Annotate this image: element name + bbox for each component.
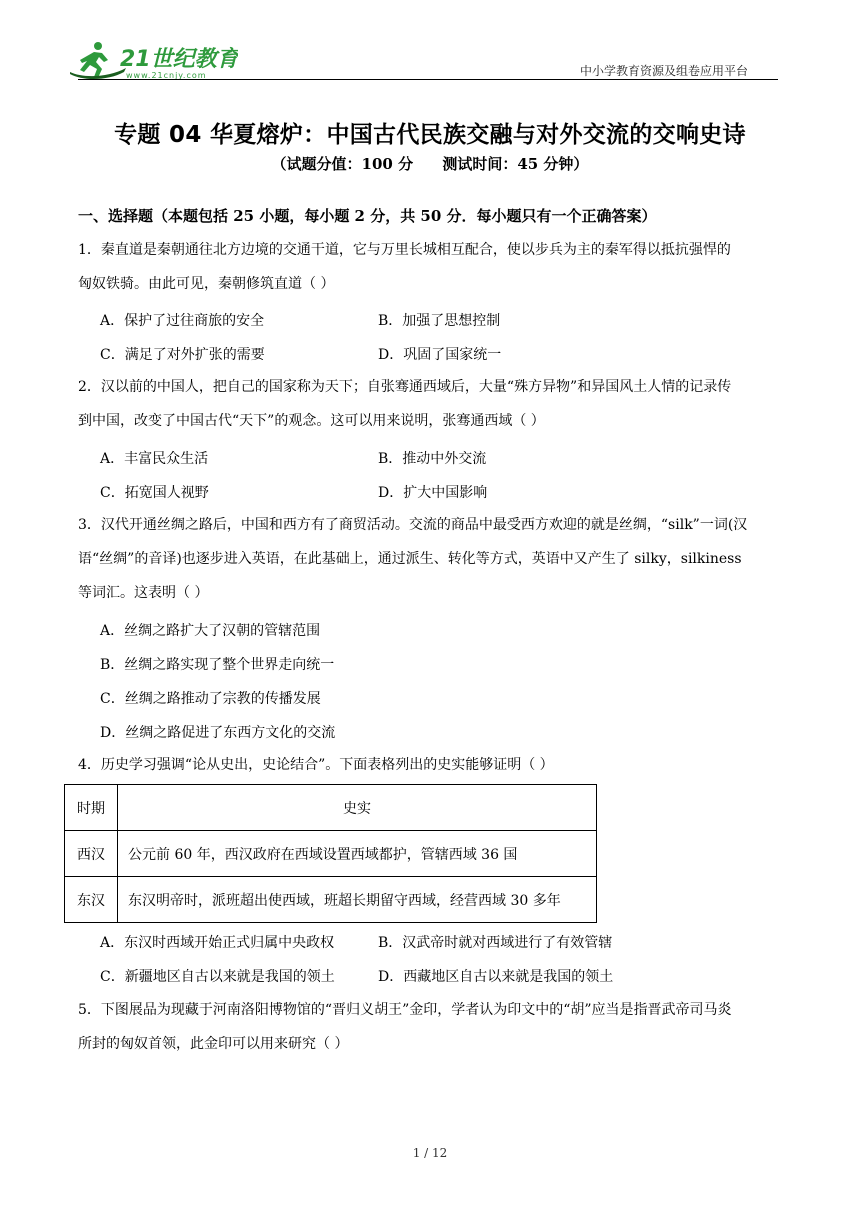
page-title: 专题 04 华夏熔炉：中国古代民族交融与对外交流的交响史诗 [114, 122, 746, 148]
table-cell: 东汉明帝时，派班超出使西域，班超长期留守西域，经营西域 30 多年 [118, 877, 597, 923]
stem-line: 5．下图展品为现藏于河南洛阳博物馆的“晋归义胡王”金印，学者认为印文中的“胡”应当是指晋武帝司马炎 [78, 1002, 732, 1018]
stem-line: 等词汇。这表明（ ） [78, 585, 209, 601]
stem-line: 语“丝绸”的音译)也逐步进入英语，在此基础上，通过派生、转化等方式，英语中又产生了 silky，silkiness [78, 551, 742, 567]
q3-option-d[interactable]: D．丝绸之路促进了东西方文化的交流 [100, 725, 336, 741]
q1-option-a[interactable]: A．保护了过往商旅的安全 [100, 313, 265, 329]
page-number: 1 / 12 [412, 1146, 448, 1160]
q3-option-b[interactable]: B．丝绸之路实现了整个世界走向统一 [100, 657, 335, 673]
subtitle [0, 153, 860, 174]
runner-icon [70, 42, 126, 79]
q2-option-b[interactable]: B．推动中外交流 [378, 451, 487, 467]
q4-option-c[interactable]: C．新疆地区自古以来就是我国的领土 [100, 969, 335, 985]
q3-option-a[interactable]: A．丝绸之路扩大了汉朝的管辖范围 [100, 623, 321, 639]
stem-line: 所封的匈奴首领，此金印可以用来研究（ ） [78, 1036, 349, 1052]
section-heading: 一、选择题（本题包括 25 小题，每小题 2 分，共 50 分．每小题只有一个正确答案） [78, 207, 657, 225]
stem-line: 3．汉代开通丝绸之路后，中国和西方有了商贸活动。交流的商品中最受西方欢迎的就是丝绸，“silk”一词(汉 [78, 517, 748, 533]
site-logo [68, 38, 238, 82]
history-facts-table [64, 784, 597, 923]
table-cell: 公元前 60 年，西汉政府在西域设置西域都护，管辖西域 36 国 [118, 831, 597, 877]
q4-option-a[interactable]: A．东汉时西域开始正式归属中央政权 [100, 935, 335, 951]
stem-line: 匈奴铁骑。由此可见，秦朝修筑直道（ ） [78, 276, 335, 292]
stem-line: 到中国，改变了中国古代“天下”的观念。这可以用来说明，张骞通西域（ ） [78, 413, 545, 429]
table-header-row [65, 785, 597, 831]
q1-option-d[interactable]: D．巩固了国家统一 [378, 347, 502, 363]
q2-option-d[interactable]: D．扩大中国影响 [378, 485, 488, 501]
question-4-stem [78, 748, 784, 782]
q1-option-b[interactable]: B．加强了思想控制 [378, 313, 501, 329]
question-1-stem [78, 233, 784, 301]
table-row [65, 831, 597, 877]
table-header-cell: 时期 [65, 785, 118, 831]
question-3-stem [78, 508, 784, 610]
logo-url: www.21cnjy.com [126, 71, 207, 80]
table-cell: 西汉 [65, 831, 118, 877]
score-info: （试题分值：100 分 [271, 155, 414, 173]
q1-option-c[interactable]: C．满足了对外扩张的需要 [100, 347, 265, 363]
q4-option-b[interactable]: B．汉武帝时就对西域进行了有效管辖 [378, 935, 613, 951]
header-divider [78, 79, 778, 80]
platform-label: 中小学教育资源及组卷应用平台 [580, 64, 749, 78]
q4-option-d[interactable]: D．西藏地区自古以来就是我国的领土 [378, 969, 614, 985]
question-5-stem [78, 993, 784, 1061]
time-info: 测试时间：45 分钟） [442, 155, 589, 173]
stem-line: 2．汉以前的中国人，把自己的国家称为天下；自张骞通西域后，大量“殊方异物”和异国风土人情的记录传 [78, 379, 732, 395]
table-row [65, 877, 597, 923]
logo-text: 21世纪教育 [120, 47, 238, 72]
table-header-cell: 史实 [118, 785, 597, 831]
q3-option-c[interactable]: C．丝绸之路推动了宗教的传播发展 [100, 691, 321, 707]
q2-option-c[interactable]: C．拓宽国人视野 [100, 485, 209, 501]
stem-line: 1．秦直道是秦朝通往北方边境的交通干道，它与万里长城相互配合，使以步兵为主的秦军得以抵抗强悍的 [78, 242, 731, 258]
table-cell: 东汉 [65, 877, 118, 923]
q2-option-a[interactable]: A．丰富民众生活 [100, 451, 209, 467]
stem-line: 4．历史学习强调“论从史出，史论结合”。下面表格列出的史实能够证明（ ） [78, 757, 554, 773]
question-2-stem [78, 370, 784, 438]
